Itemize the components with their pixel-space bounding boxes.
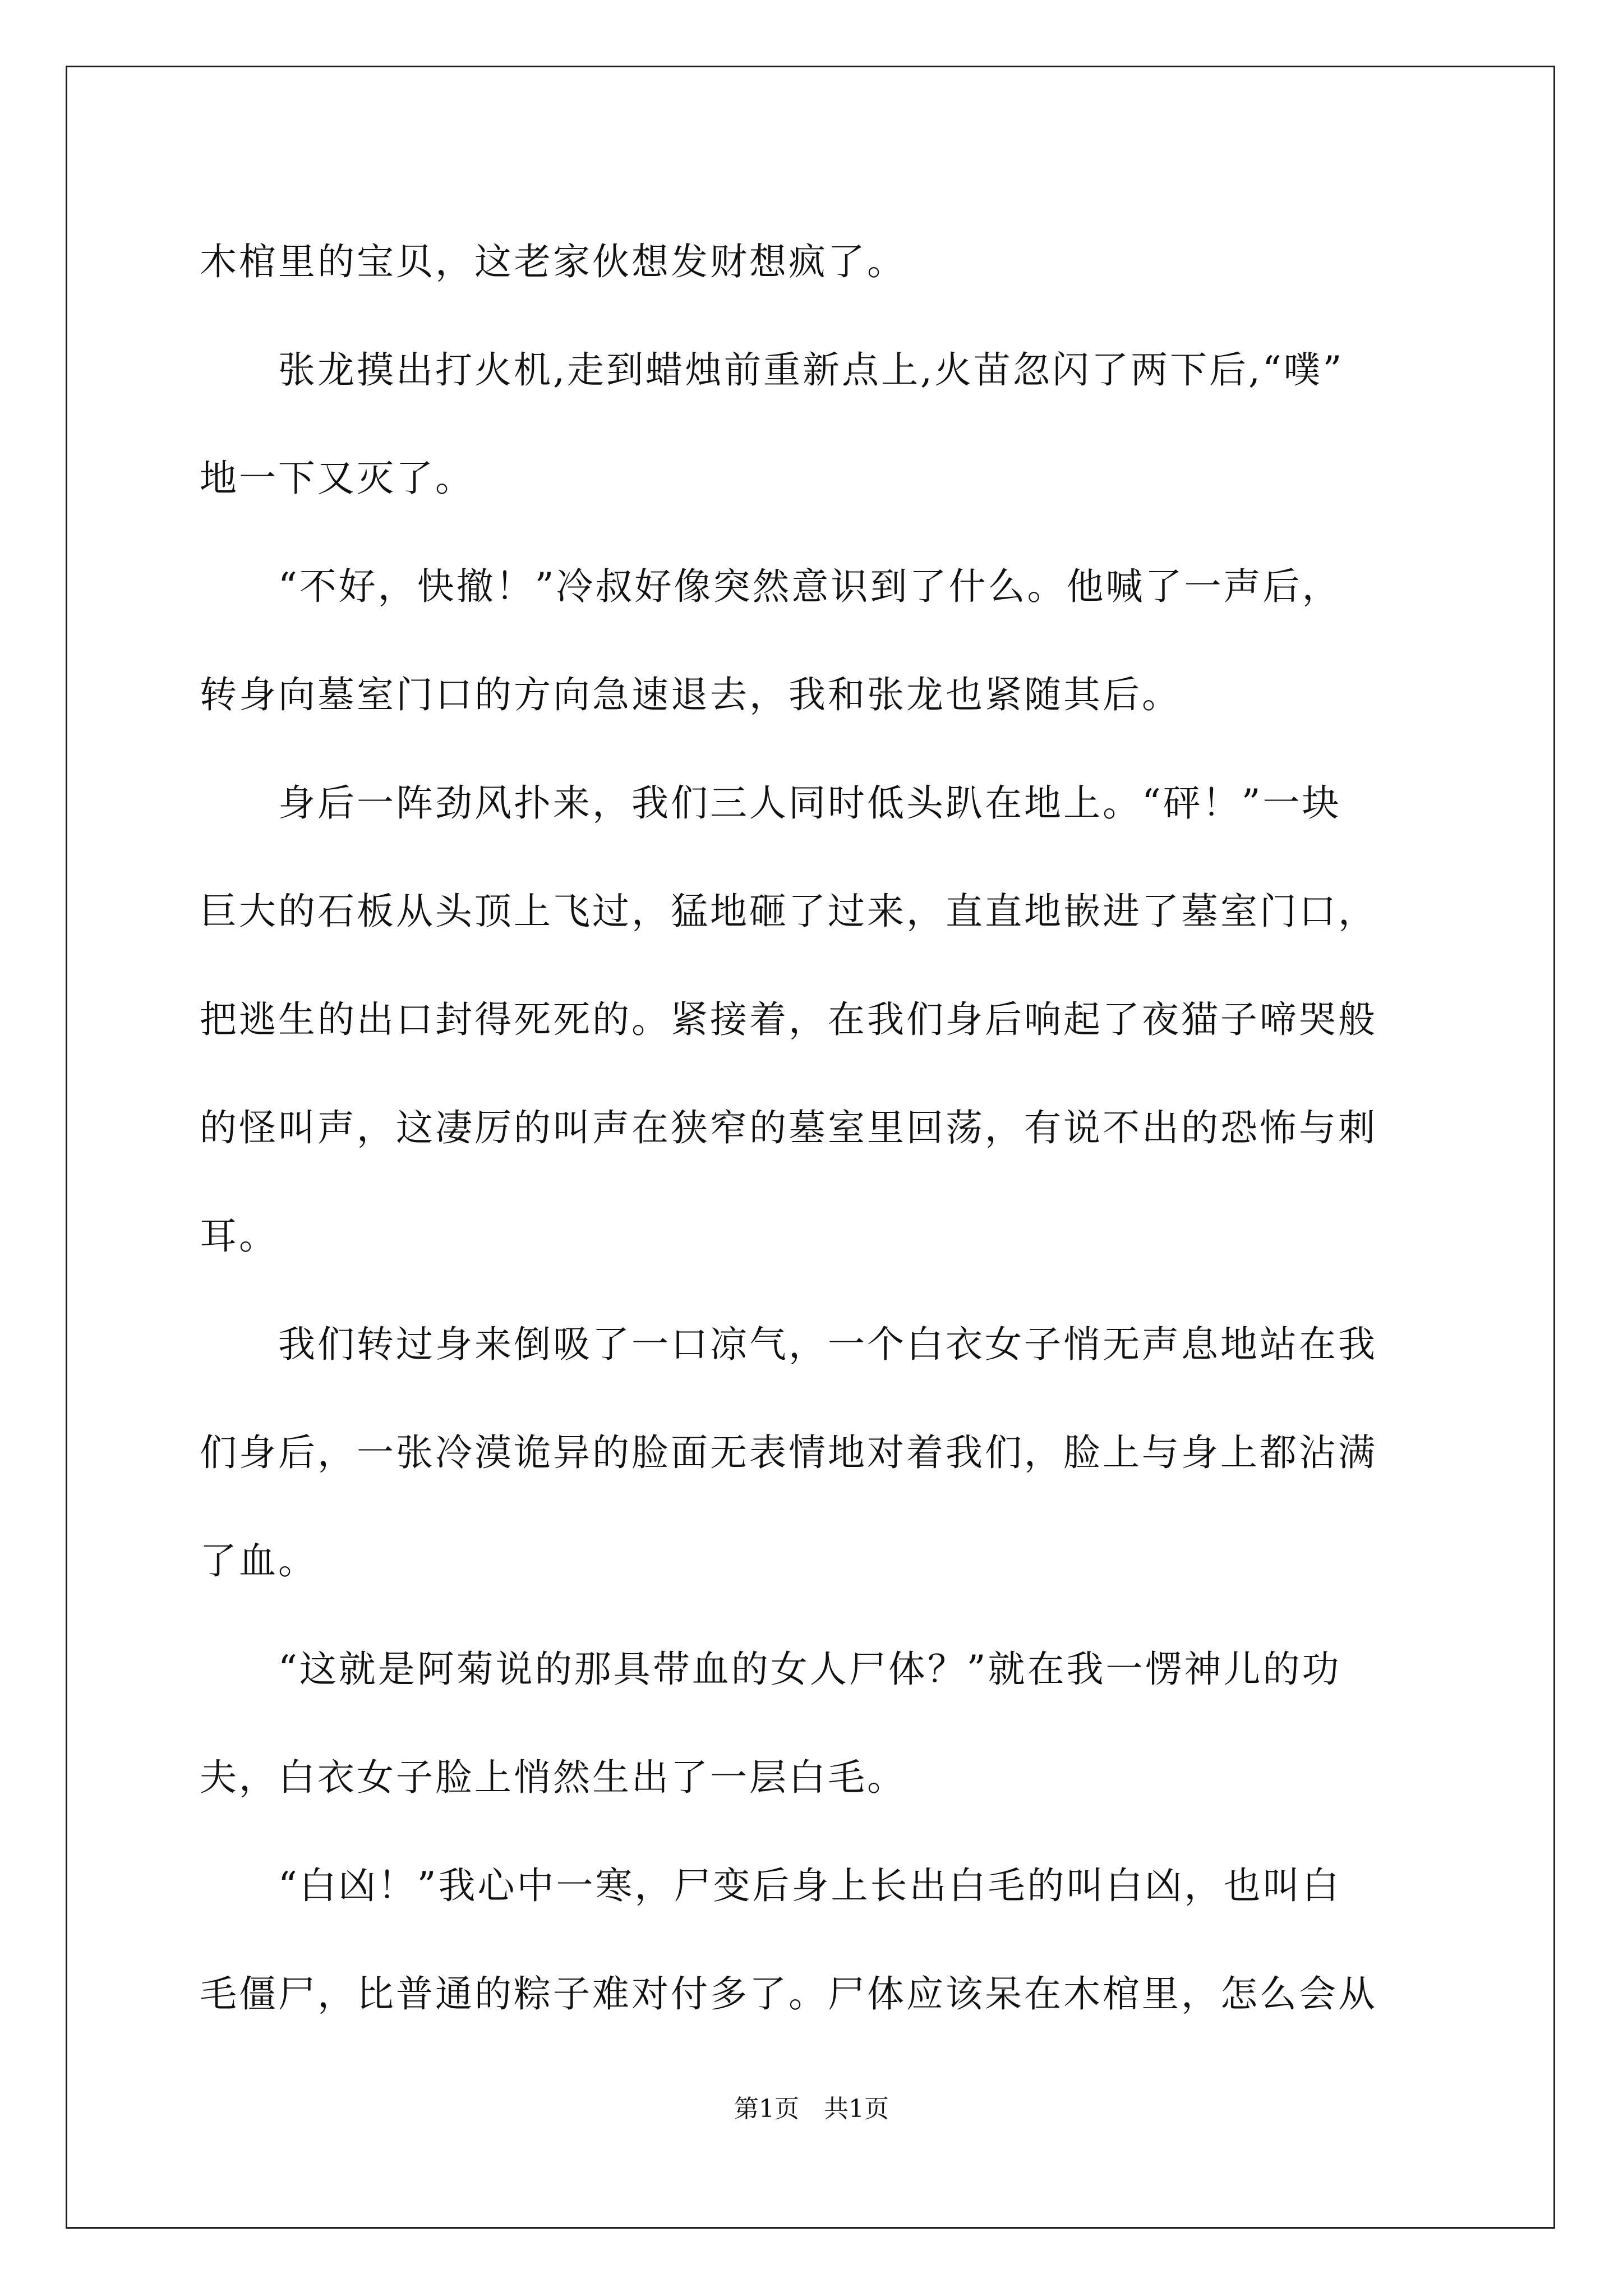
text-line: 张龙摸出打火机,走到蜡烛前重新点上,火苗忽闪了两下后,“噗” <box>200 348 1344 392</box>
text-line: 了血。 <box>200 1539 317 1582</box>
text-line: 身后一阵劲风扑来，我们三人同时低头趴在地上。“砰！”一块 <box>200 781 1341 825</box>
text-line: 木棺里的宝贝，这老家伙想发财想疯了。 <box>200 240 906 283</box>
text-line: 的怪叫声，这凄厉的叫声在狭窄的墓室里回荡，有说不出的恐怖与刺 <box>200 1106 1377 1149</box>
document-body <box>200 208 1433 2048</box>
text-line: “白凶！”我心中一寒，尸变后身上长出白毛的叫白凶，也叫白 <box>200 1864 1341 1907</box>
text-line: 们身后，一张冷漠诡异的脸面无表情地对着我们，脸上与身上都沾满 <box>200 1431 1377 1474</box>
text-line: 毛僵尸，比普通的粽子难对付多了。尸体应该呆在木棺里，怎么会从 <box>200 1972 1377 2016</box>
text-line: 把逃生的出口封得死死的。紧接着，在我们身后响起了夜猫子啼哭般 <box>200 998 1377 1041</box>
text-line: “这就是阿菊说的那具带血的女人尸体？”就在我一愣神儿的功 <box>200 1648 1341 1691</box>
text-line: 夫，白衣女子脸上悄然生出了一层白毛。 <box>200 1756 906 1799</box>
text-line: 耳。 <box>200 1214 278 1258</box>
text-line: “不好，快撤！”冷叔好像突然意识到了什么。他喊了一声后， <box>200 565 1341 608</box>
text-line: 我们转过身来倒吸了一口凉气，一个白衣女子悄无声息地站在我 <box>200 1323 1377 1366</box>
text-line: 巨大的石板从头顶上飞过，猛地砸了过来，直直地嵌进了墓室门口， <box>200 890 1377 933</box>
page-footer: 第1页 共1页 <box>734 2095 889 2123</box>
text-line: 地一下又灭了。 <box>200 457 474 500</box>
text-line: 转身向墓室门口的方向急速退去，我和张龙也紧随其后。 <box>200 673 1181 716</box>
